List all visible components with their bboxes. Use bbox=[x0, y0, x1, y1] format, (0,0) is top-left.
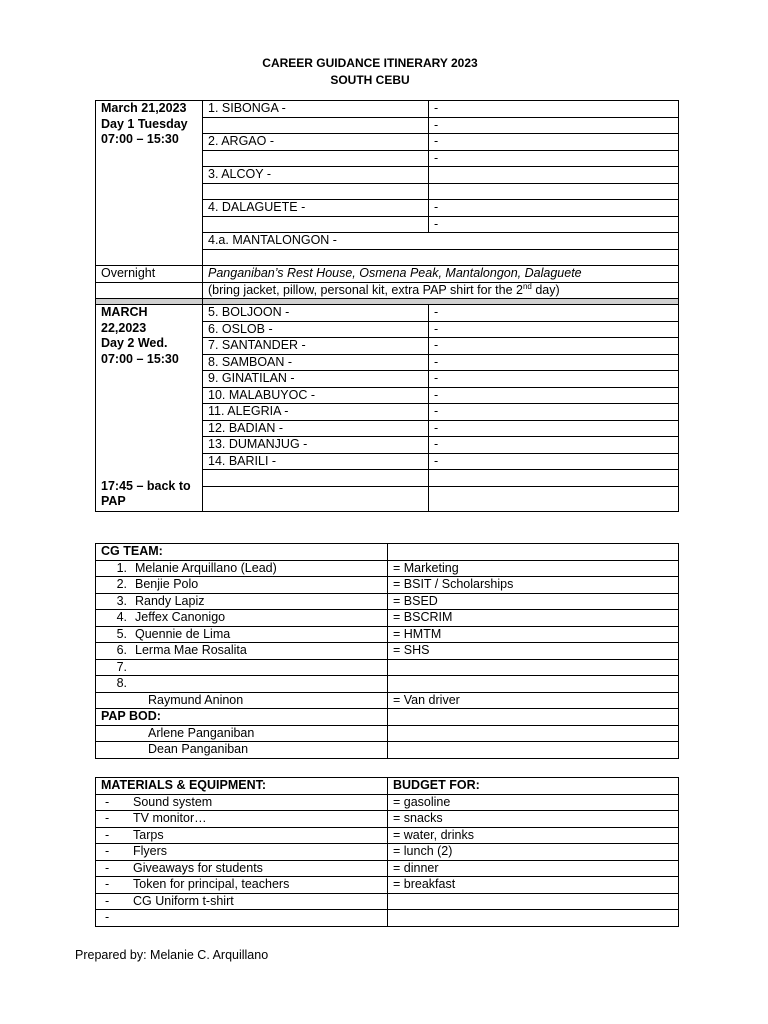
bod-member-name: Dean Panganiban bbox=[96, 742, 388, 759]
member-cell bbox=[96, 659, 388, 676]
team-member-row bbox=[96, 560, 679, 577]
bullet-dash: - bbox=[105, 811, 110, 825]
material-item: Giveaways for students bbox=[133, 860, 263, 875]
member-cell bbox=[96, 676, 388, 693]
document-title: CAREER GUIDANCE ITINERARY 2023 bbox=[262, 56, 478, 70]
material-cell bbox=[96, 860, 388, 877]
material-row bbox=[96, 827, 679, 844]
stop-note: - bbox=[429, 321, 679, 338]
day1-day: Day 1 Tuesday bbox=[101, 116, 188, 131]
material-row bbox=[96, 877, 679, 894]
member-name: Jeffex Canonigo bbox=[135, 610, 226, 624]
stop-name bbox=[203, 249, 679, 266]
member-role: = Marketing bbox=[388, 560, 679, 577]
stop-name bbox=[203, 216, 429, 233]
stop-note: - bbox=[429, 216, 679, 233]
material-row bbox=[96, 844, 679, 861]
team-member-row bbox=[96, 593, 679, 610]
stop-name: 11. ALEGRIA - bbox=[203, 404, 429, 421]
stop-note: - bbox=[429, 200, 679, 217]
member-name: Lerma Mae Rosalita bbox=[135, 643, 247, 657]
budget-item: = lunch (2) bbox=[388, 844, 679, 861]
day1-date: March 21,2023 bbox=[101, 101, 187, 115]
member-role: = BSIT / Scholarships bbox=[388, 577, 679, 594]
budget-item: = water, drinks bbox=[388, 827, 679, 844]
overnight-reminder bbox=[203, 282, 679, 299]
stop-note bbox=[429, 167, 679, 184]
stop-name: 8. SAMBOAN - bbox=[203, 354, 429, 371]
day2-row bbox=[96, 305, 679, 322]
day2-date-line1: MARCH bbox=[101, 305, 148, 319]
budget-item bbox=[388, 910, 679, 927]
itinerary-table bbox=[95, 100, 679, 512]
empty-cell bbox=[388, 544, 679, 561]
day1-time: 07:00 – 15:30 bbox=[101, 132, 179, 146]
material-item: Flyers bbox=[133, 844, 168, 858]
team-heading-row bbox=[96, 544, 679, 561]
member-cell bbox=[96, 560, 388, 577]
stop-name: 10. MALABUYOC - bbox=[203, 387, 429, 404]
material-cell bbox=[96, 794, 388, 811]
material-row bbox=[96, 860, 679, 877]
member-role: = BSCRIM bbox=[388, 610, 679, 627]
material-row bbox=[96, 811, 679, 828]
bod-member-row bbox=[96, 725, 679, 742]
member-number: 1. bbox=[116, 560, 127, 575]
bullet-dash: - bbox=[105, 827, 110, 842]
stop-note: - bbox=[429, 437, 679, 454]
document-subtitle: SOUTH CEBU bbox=[330, 73, 410, 87]
member-role: = BSED bbox=[388, 593, 679, 610]
stop-name bbox=[203, 117, 429, 134]
member-cell bbox=[96, 593, 388, 610]
overnight-label: Overnight bbox=[96, 266, 203, 283]
budget-item: = dinner bbox=[388, 860, 679, 877]
stop-name: 6. OSLOB - bbox=[203, 321, 429, 338]
material-cell bbox=[96, 910, 388, 927]
member-cell bbox=[96, 626, 388, 643]
materials-table bbox=[95, 777, 679, 927]
stop-name: 4.a. MANTALONGON - bbox=[203, 233, 679, 250]
member-number: 6. bbox=[116, 643, 127, 657]
member-cell bbox=[96, 577, 388, 594]
member-number: 3. bbox=[116, 593, 127, 608]
reminder-text: (bring jacket, pillow, personal kit, extra PAP shirt for the 2 bbox=[208, 282, 523, 297]
bod-member-row bbox=[96, 742, 679, 759]
stop-name: 7. SANTANDER - bbox=[203, 338, 429, 355]
bullet-dash: - bbox=[105, 844, 110, 858]
stop-note: - bbox=[429, 305, 679, 322]
budget-heading: BUDGET FOR: bbox=[388, 778, 679, 795]
team-member-row bbox=[96, 659, 679, 676]
member-role: = SHS bbox=[388, 643, 679, 660]
driver-name: Raymund Aninon bbox=[96, 692, 388, 709]
reminder-superscript: nd bbox=[522, 282, 532, 291]
stop-name: 3. ALCOY - bbox=[203, 167, 429, 184]
member-number: 5. bbox=[116, 626, 127, 641]
stop-name bbox=[203, 150, 429, 167]
material-cell bbox=[96, 827, 388, 844]
prepared-by: Prepared by: Melanie C. Arquillano bbox=[75, 948, 269, 962]
member-name: Benjie Polo bbox=[135, 577, 199, 591]
stop-name: 9. GINATILAN - bbox=[203, 371, 429, 388]
materials-heading-row bbox=[96, 778, 679, 795]
stop-name: 5. BOLJOON - bbox=[203, 305, 429, 322]
stop-name: 2. ARGAO - bbox=[203, 134, 429, 151]
day2-date-line2: 22,2023 bbox=[101, 320, 147, 335]
material-cell bbox=[96, 844, 388, 861]
member-name: Melanie Arquillano (Lead) bbox=[135, 560, 277, 575]
stop-name: 1. SIBONGA - bbox=[203, 101, 429, 118]
stop-note: - bbox=[429, 420, 679, 437]
budget-item: = breakfast bbox=[388, 877, 679, 894]
empty-cell bbox=[203, 486, 429, 511]
empty-cell bbox=[429, 486, 679, 511]
stop-note bbox=[429, 183, 679, 200]
day2-time: 07:00 – 15:30 bbox=[101, 351, 179, 366]
stop-note: - bbox=[429, 117, 679, 134]
material-cell bbox=[96, 877, 388, 894]
team-member-row bbox=[96, 626, 679, 643]
reminder-text-end: day) bbox=[531, 282, 560, 297]
team-driver-row bbox=[96, 692, 679, 709]
day2-return-line2: PAP bbox=[101, 494, 126, 508]
team-member-row bbox=[96, 577, 679, 594]
stop-note: - bbox=[429, 150, 679, 167]
material-row bbox=[96, 910, 679, 927]
bullet-dash: - bbox=[105, 910, 110, 924]
team-member-row bbox=[96, 643, 679, 660]
member-cell bbox=[96, 643, 388, 660]
budget-item: = snacks bbox=[388, 811, 679, 828]
team-member-row bbox=[96, 676, 679, 693]
materials-heading: MATERIALS & EQUIPMENT: bbox=[96, 778, 388, 795]
overnight-reminder-row bbox=[96, 282, 679, 299]
day1-row bbox=[96, 101, 679, 118]
material-cell bbox=[96, 811, 388, 828]
stop-note: - bbox=[429, 453, 679, 470]
empty-cell bbox=[388, 725, 679, 742]
member-number: 4. bbox=[116, 610, 127, 624]
bullet-dash: - bbox=[105, 893, 110, 908]
member-name: Quennie de Lima bbox=[135, 626, 231, 641]
team-member-row bbox=[96, 610, 679, 627]
stop-note: - bbox=[429, 338, 679, 355]
empty-cell bbox=[388, 709, 679, 726]
stop-note: - bbox=[429, 404, 679, 421]
bullet-dash: - bbox=[105, 860, 110, 875]
day2-return-line1: 17:45 – back to bbox=[101, 478, 191, 493]
budget-item: = gasoline bbox=[388, 794, 679, 811]
day2-day: Day 2 Wed. bbox=[101, 336, 168, 350]
material-row bbox=[96, 893, 679, 910]
bod-heading: PAP BOD: bbox=[96, 709, 388, 726]
stop-name: 14. BARILI - bbox=[203, 453, 429, 470]
stop-name: 12. BADIAN - bbox=[203, 420, 429, 437]
material-item bbox=[121, 910, 133, 924]
stop-name: 13. DUMANJUG - bbox=[203, 437, 429, 454]
material-item: Sound system bbox=[133, 794, 213, 809]
day2-return bbox=[101, 479, 191, 510]
empty-cell bbox=[203, 470, 429, 487]
overnight-row bbox=[96, 266, 679, 283]
bod-heading-row bbox=[96, 709, 679, 726]
stop-note: - bbox=[429, 134, 679, 151]
empty-cell bbox=[429, 470, 679, 487]
material-item: CG Uniform t-shirt bbox=[133, 893, 234, 908]
team-table bbox=[95, 543, 679, 759]
material-item: Token for principal, teachers bbox=[133, 877, 290, 891]
budget-item bbox=[388, 893, 679, 910]
member-number: 7. bbox=[116, 659, 127, 674]
member-role: = HMTM bbox=[388, 626, 679, 643]
bod-member-name: Arlene Panganiban bbox=[96, 725, 388, 742]
empty-cell bbox=[388, 742, 679, 759]
material-item: Tarps bbox=[133, 827, 164, 842]
member-cell bbox=[96, 610, 388, 627]
material-cell bbox=[96, 893, 388, 910]
stop-name bbox=[203, 183, 429, 200]
bullet-dash: - bbox=[105, 794, 110, 809]
day2-schedule-cell bbox=[96, 305, 203, 512]
member-role bbox=[388, 676, 679, 693]
team-heading: CG TEAM: bbox=[96, 544, 388, 561]
member-role bbox=[388, 659, 679, 676]
material-item: TV monitor… bbox=[133, 811, 207, 825]
stop-note: - bbox=[429, 387, 679, 404]
driver-role: = Van driver bbox=[388, 692, 679, 709]
stop-note: - bbox=[429, 101, 679, 118]
member-name: Randy Lapiz bbox=[135, 593, 205, 608]
overnight-place: Panganiban’s Rest House, Osmena Peak, Mantalongon, Dalaguete bbox=[203, 266, 679, 283]
stop-note: - bbox=[429, 371, 679, 388]
member-number: 2. bbox=[116, 577, 127, 591]
stop-note: - bbox=[429, 354, 679, 371]
empty-cell bbox=[96, 282, 203, 299]
member-number: 8. bbox=[116, 676, 127, 690]
day1-schedule-cell bbox=[96, 101, 203, 266]
stop-name: 4. DALAGUETE - bbox=[203, 200, 429, 217]
bullet-dash: - bbox=[105, 877, 110, 891]
material-row bbox=[96, 794, 679, 811]
